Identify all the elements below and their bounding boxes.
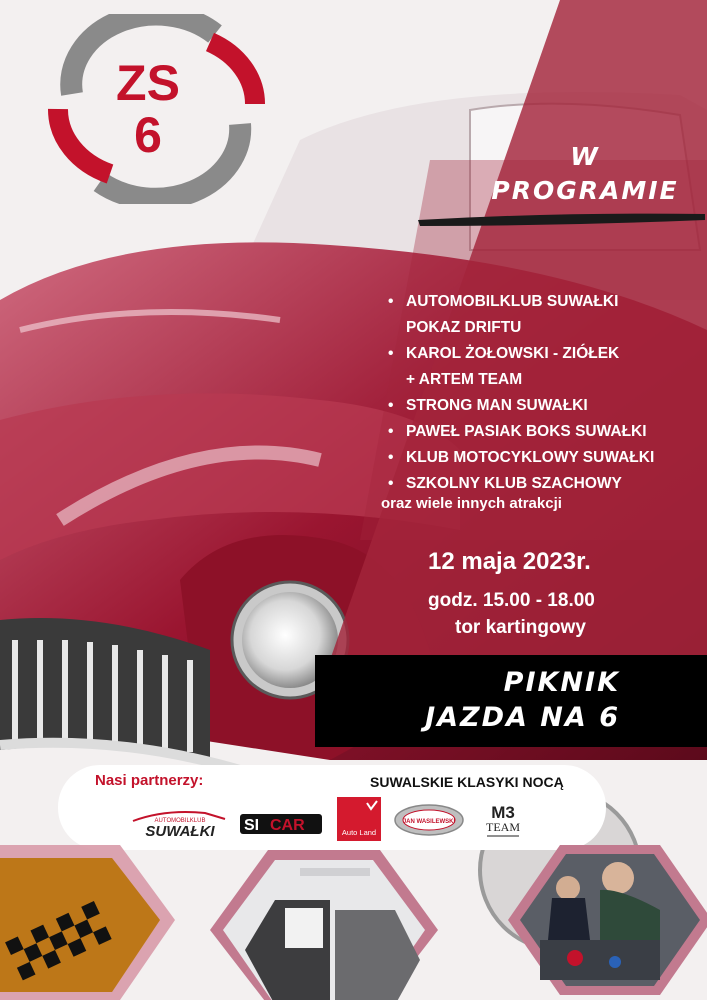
photo-checkered-flag xyxy=(0,845,175,1000)
m3team-big-text: M3 xyxy=(491,803,515,822)
program-heading-line1: W xyxy=(570,142,600,171)
list-item xyxy=(388,471,706,497)
school-logo xyxy=(40,14,270,204)
event-date: 12 maja 2023r. xyxy=(428,548,591,575)
extra-attractions: oraz wiele innych atrakcji xyxy=(381,495,562,512)
event-title-line2: JAZDA NA 6 xyxy=(425,702,620,733)
automobilklub-main-text: SUWAŁKI xyxy=(145,823,215,840)
sicar-text-b: CAR xyxy=(270,817,305,834)
bullet-icon: • xyxy=(388,345,394,362)
automobilklub-top-text: AUTOMOBILKLUB xyxy=(154,818,206,824)
program-heading-line2: PROGRAMIE xyxy=(491,176,679,205)
list-item-text: KAROL ŻOŁOWSKI - ZIÓŁEK xyxy=(406,345,620,362)
list-item xyxy=(388,419,706,445)
event-hours: godz. 15.00 - 18.00 xyxy=(428,590,595,611)
bullet-icon: • xyxy=(388,449,394,466)
m3team-text: TEAM xyxy=(486,820,520,834)
jan-wasilewski-logo xyxy=(394,803,464,837)
list-item xyxy=(388,393,706,419)
photo-car-door xyxy=(210,850,438,1000)
list-item-text: KLUB MOTOCYKLOWY SUWAŁKI xyxy=(406,449,655,466)
logo-text-zs: ZS xyxy=(116,55,180,111)
bullet-icon: • xyxy=(388,423,394,440)
sicar-logo xyxy=(240,812,322,836)
m3team-logo xyxy=(475,801,531,841)
program-list xyxy=(388,289,706,497)
autoland-logo xyxy=(337,797,381,841)
bullet-icon: • xyxy=(388,397,394,414)
logo-text-6: 6 xyxy=(134,107,162,163)
bullet-icon: • xyxy=(388,293,394,310)
partners-label: Nasi partnerzy: xyxy=(95,772,204,789)
list-item-text: AUTOMOBILKLUB SUWAŁKI xyxy=(406,293,619,310)
photo-engine-work xyxy=(508,845,707,995)
list-item-text: PAWEŁ PASIAK BOKS SUWAŁKI xyxy=(406,423,647,440)
event-title xyxy=(315,665,620,735)
suwalskie-klasyki-label: SUWALSKIE KLASYKI NOCĄ xyxy=(370,774,564,790)
list-item xyxy=(388,289,706,315)
event-title-line1: PIKNIK xyxy=(503,667,620,698)
sicar-text-a: SI xyxy=(244,817,260,834)
autoland-text: Auto Land xyxy=(341,828,377,837)
automobilklub-logo xyxy=(125,807,235,841)
list-item-continuation: + ARTEM TEAM xyxy=(406,371,523,388)
program-heading xyxy=(470,140,700,208)
event-venue: tor kartingowy xyxy=(455,617,586,638)
jan-wasilewski-text: JAN WASILEWSKI xyxy=(402,819,456,825)
list-item-text: STRONG MAN SUWAŁKI xyxy=(406,397,588,414)
list-item-text: SZKOLNY KLUB SZACHOWY xyxy=(406,475,622,492)
photo-hexagons xyxy=(0,840,707,1000)
list-item xyxy=(388,445,706,471)
bullet-icon: • xyxy=(388,475,394,492)
list-item-continuation: POKAZ DRIFTU xyxy=(406,319,522,336)
list-item xyxy=(388,341,706,367)
